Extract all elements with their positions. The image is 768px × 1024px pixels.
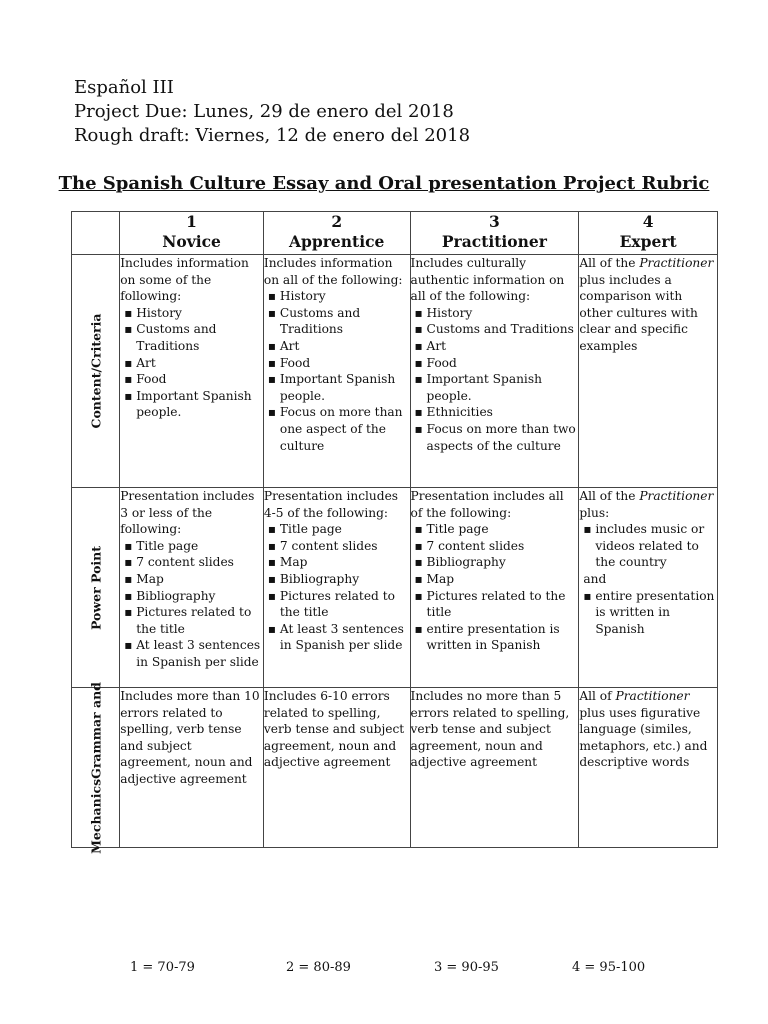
rubric-header-row (72, 212, 718, 255)
cell-content-expert (579, 255, 718, 488)
grade-scale-2: 2 = 80-89 (286, 960, 351, 975)
level-header-novice (120, 212, 264, 255)
rubric-row-powerpoint (72, 488, 718, 688)
cell-intro (579, 488, 717, 521)
list-item: ▪ Customs and Traditions (120, 321, 263, 354)
list-item: ▪ 7 content slides (264, 538, 410, 555)
list-item: ▪ Bibliography (264, 571, 410, 588)
grade-scale-4: 4 = 95-100 (572, 960, 646, 975)
grade-scale-1: 1 = 70-79 (130, 960, 195, 975)
row-label-powerpoint (72, 488, 120, 688)
list-item: ▪ Title page (411, 521, 579, 538)
list-item: ▪ Map (264, 554, 410, 571)
list-item: ▪ Pictures related to the title (411, 588, 579, 621)
list-item: ▪ Important Spanish people. (411, 371, 579, 404)
row-label-text: Content/Criteria (88, 313, 104, 429)
cell-intro: Includes culturally authentic information on all of the following: (410, 256, 565, 304)
list-item: ▪ Art (411, 338, 579, 355)
cell-text: plus uses figurative language (similes, metaphors, etc.) and descriptive words (579, 705, 708, 770)
level-name: Apprentice (289, 232, 385, 251)
cell-powerpoint-apprentice (263, 488, 410, 688)
list-item: ▪ Food (411, 355, 579, 372)
level-name: Practitioner (441, 232, 547, 251)
criteria-list (579, 588, 717, 638)
list-item: ▪ Title page (264, 521, 410, 538)
criteria-list (411, 521, 579, 654)
cell-intro: Includes information on some of the following: (120, 256, 249, 304)
cell-text: All of the (579, 256, 636, 270)
cell-content-novice (120, 255, 264, 488)
and-connector: and (583, 571, 607, 586)
grade-scale-3: 3 = 90-95 (434, 960, 499, 975)
list-item: ▪ Bibliography (120, 588, 263, 605)
row-label-text: MechanicsGrammar and (88, 681, 104, 854)
list-item: ▪ Focus on more than one aspect of the culture (264, 404, 410, 454)
criteria-list (120, 305, 263, 421)
project-due-date: Project Due: Lunes, 29 de enero del 2018 (74, 101, 454, 122)
criteria-list (120, 538, 263, 671)
list-item: ▪ Art (264, 338, 410, 355)
row-label-mechanics (72, 681, 120, 854)
cell-intro: Presentation includes 3 or less of the following: (120, 489, 255, 537)
course-name: Español III (74, 77, 174, 98)
cell-content-apprentice (263, 255, 410, 488)
rubric-table (71, 211, 718, 854)
rubric-title: The Spanish Culture Essay and Oral presentation Project Rubric (58, 173, 710, 194)
list-item: ▪ History (411, 305, 579, 322)
cell-mechanics-apprentice: Includes 6-10 errors related to spelling, verb tense and subject agreement, noun and adjective agreement (263, 688, 410, 848)
level-name: Expert (619, 232, 677, 251)
cell-powerpoint-expert (579, 488, 718, 688)
practitioner-emphasis: Practitioner (639, 489, 714, 503)
cell-text: plus includes a comparison with other cultures with clear and specific examples (579, 272, 698, 353)
cell-mechanics-expert (579, 688, 718, 848)
list-item: ▪ At least 3 sentences in Spanish per slide (120, 637, 263, 670)
level-number: 3 (489, 212, 500, 231)
list-item: ▪ Map (411, 571, 579, 588)
rubric-row-mechanics (72, 688, 718, 848)
list-item: ▪ At least 3 sentences in Spanish per slide (264, 621, 410, 654)
list-item: ▪ Pictures related to the title (120, 604, 263, 637)
cell-intro: Presentation includes 4-5 of the following: (263, 489, 399, 520)
rough-draft-date: Rough draft: Viernes, 12 de enero del 2018 (74, 125, 471, 146)
practitioner-emphasis: Practitioner (639, 256, 714, 270)
list-item: ▪ Food (120, 371, 263, 388)
cell-text: All of (579, 689, 612, 703)
row-label-text: Power Point (88, 545, 104, 630)
cell-text: All of the (579, 489, 636, 503)
list-item: ▪ Map (120, 571, 263, 588)
level-header-practitioner (410, 212, 579, 255)
list-item: ▪ Customs and Traditions (411, 321, 579, 338)
rubric-row-content (72, 255, 718, 488)
level-number: 1 (186, 212, 197, 231)
level-name: Novice (162, 232, 221, 251)
criteria-list (411, 305, 579, 454)
cell-text: plus: (579, 505, 610, 520)
list-item: ▪ Art (120, 355, 263, 372)
list-item: ▪ entire presentation is written in Spanish (579, 588, 717, 638)
document-header (74, 76, 470, 148)
list-item: ▪ Food (264, 355, 410, 372)
list-item: ▪ includes music or videos related to the country (579, 521, 717, 571)
list-item: ▪ Customs and Traditions (264, 305, 410, 338)
cell-powerpoint-practitioner (410, 488, 579, 688)
cell-mechanics-practitioner: Includes no more than 5 errors related to spelling, verb tense and subject agreement, noun and adjective agreement (410, 688, 579, 848)
criteria-list (264, 521, 410, 654)
practitioner-emphasis: Practitioner (615, 689, 690, 703)
cell-intro: Presentation includes all of the following: (410, 489, 564, 520)
list-item: ▪ Focus on more than two aspects of the culture (411, 421, 579, 454)
criteria-list (579, 521, 717, 571)
cell-content-practitioner (410, 255, 579, 488)
list-item: ▪ History (264, 288, 410, 305)
rubric-corner-cell (72, 212, 120, 255)
list-item: ▪ Bibliography (411, 554, 579, 571)
list-item: ▪ 7 content slides (411, 538, 579, 555)
cell-mechanics-novice: Includes more than 10 errors related to spelling, verb tense and subject agreement, noun and adjective agreement (120, 688, 264, 848)
row-label-content (72, 255, 120, 488)
list-item: ▪ Ethnicities (411, 404, 579, 421)
list-item: ▪ 7 content slides (120, 554, 263, 571)
cell-intro: Includes information on all of the following: (263, 256, 403, 287)
criteria-list (264, 288, 410, 454)
cell-powerpoint-novice (120, 488, 264, 688)
level-header-apprentice (263, 212, 410, 255)
list-item: ▪ History (120, 305, 263, 322)
list-item: ▪ Pictures related to the title (264, 588, 410, 621)
list-item: ▪ entire presentation is written in Spanish (411, 621, 579, 654)
list-item: ▪ Title page (120, 538, 263, 555)
list-item: ▪ Important Spanish people. (264, 371, 410, 404)
level-number: 2 (331, 212, 343, 231)
level-header-expert (579, 212, 718, 255)
level-number: 4 (642, 212, 654, 231)
list-item: ▪ Important Spanish people. (120, 388, 263, 421)
